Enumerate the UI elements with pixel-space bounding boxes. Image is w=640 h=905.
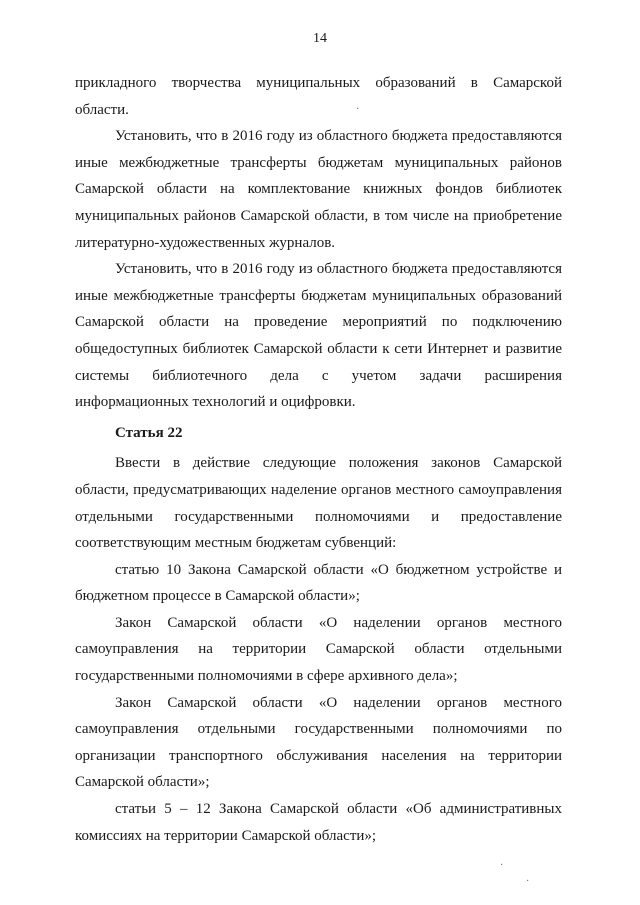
paragraph-enactment-intro: Ввести в действие следующие положения законов Самарской области, предусматривающих наделение органов местного самоуправления отдельными государственными полномочиями и предоставление соответствующим местным бюджетам субвенций: <box>75 455 562 552</box>
page-number: 14 <box>313 31 327 46</box>
list-item-archive-law: Закон Самарской области «О наделении органов местного самоуправления на территории Самарской области отдельными государственными полномочиями в сфере архивного дела»; <box>75 614 562 685</box>
paragraph-continuation: прикладного творчества муниципальных образований в Самарской области. <box>75 75 562 118</box>
article-heading: Статья 22 <box>115 424 183 441</box>
scan-speck: · <box>526 876 530 887</box>
paragraph-book-funds-transfers: Установить, что в 2016 году из областного бюджета предоставляются иные межбюджетные трансферты бюджетам муниципальных районов Самарской области на комплектование книжных фондов библиотек муниципальных районов Самарской области, в том числе на приобретение литературно-художественных журналов. <box>75 128 562 251</box>
paragraph-internet-library-transfers: Установить, что в 2016 году из областного бюджета предоставляются иные межбюджетные трансферты бюджетам муниципальных образований Самарской области на проведение мероприятий по подключению общедоступных библиотек Самарской области к сети Интернет и развитие системы библиотечного дела с учетом задачи расширения информационных технологий и оцифровки. <box>75 261 562 411</box>
scan-speck: · <box>500 860 504 871</box>
document-body <box>75 70 562 849</box>
list-item-budget-law: статью 10 Закона Самарской области «О бюджетном устройстве и бюджетном процессе в Самарской области»; <box>75 561 562 605</box>
scan-speck: · <box>356 104 360 115</box>
list-item-transport-law: Закон Самарской области «О наделении органов местного самоуправления отдельными государственными полномочиями по организации транспортного обслуживания населения на территории Самарской области»; <box>75 694 562 791</box>
list-item-admin-commissions-law: статьи 5 – 12 Закона Самарской области «Об административных комиссиях на территории Самарской области»; <box>75 801 562 844</box>
